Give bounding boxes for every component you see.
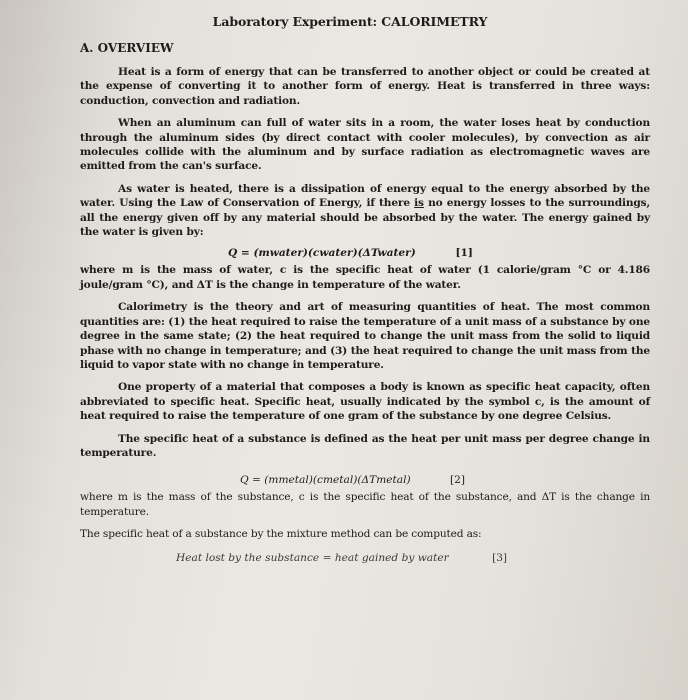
equation-3 <box>80 552 650 564</box>
paragraph-specific-heat-capacity: One property of a material that composes a body is known as specific heat capacity, often abbreviated to specific heat. Specific heat, usually indicated by the symbol c, is the amount of heat required to raise the temperature of one gram of the substance by one degree Celsius. <box>80 381 650 423</box>
equation-3-text: Heat lost by the substance = heat gained by water <box>176 551 449 564</box>
paragraph-mixture-method: The specific heat of a substance by the mixture method can be computed as: <box>80 528 482 541</box>
equation-1 <box>80 247 650 259</box>
section-heading: A. OVERVIEW <box>80 41 174 55</box>
paragraph-part-before: As water is heated, there is a dissipation of energy equal to the energy absorbed by the water. Using the Law of Conservation of Energy, if there <box>80 182 650 210</box>
paragraph-aluminum-can: When an aluminum can full of water sits in a room, the water loses heat by conduction through the aluminum sides (by direct contact with cooler molecules), by convection as air molecules collide with the aluminum and by surface radiation as electromagnetic waves are emitted from the can's surface. <box>80 117 650 173</box>
paragraph-energy-conservation <box>80 182 650 240</box>
paragraph-water-variables: where m is the mass of water, c is the specific heat of water (1 calorie/gram °C or 4.186 joule/gram °C), and ΔT is the change in temperature of the water. <box>80 264 650 291</box>
equation-2-number: [2] <box>450 474 466 487</box>
equation-3-number: [3] <box>492 551 508 564</box>
paragraph-substance-variables: where m is the mass of the substance, c is the specific heat of the substance, and ΔT is the change in temperature. <box>80 491 650 518</box>
page-title: Laboratory Experiment: CALORIMETRY <box>212 14 488 29</box>
equation-1-text: Q = (mwater)(cwater)(ΔTwater) <box>228 247 416 260</box>
underlined-word: is <box>414 197 424 210</box>
equation-2-text: Q = (mmetal)(cmetal)(ΔTmetal) <box>240 474 411 487</box>
paragraph-calorimetry: Calorimetry is the theory and art of measuring quantities of heat. The most common quantities are: (1) the heat required to raise the temperature of a unit mass of a substance by one degree in the same state; (2) the heat required to change the unit mass from the solid to liquid phase with no change in temperature; and (3) the heat required to change the unit mass from the liquid to vapor state with no change in temperature. <box>80 301 650 371</box>
paragraph-heat-forms: Heat is a form of energy that can be transferred to another object or could be created at the expense of converting it to another form of energy. Heat is transferred in three ways: conduction, convection and radiation. <box>80 66 650 107</box>
equation-1-number: [1] <box>455 247 473 260</box>
paragraph-specific-heat-definition: The specific heat of a substance is defined as the heat per unit mass per degree change in temperature. <box>80 432 650 459</box>
paragraph-part-after: no energy losses to the surroundings, all the energy given off by any material should be absorbed by the water. The energy gained by the water is given by: <box>80 197 650 239</box>
equation-2 <box>80 474 650 486</box>
